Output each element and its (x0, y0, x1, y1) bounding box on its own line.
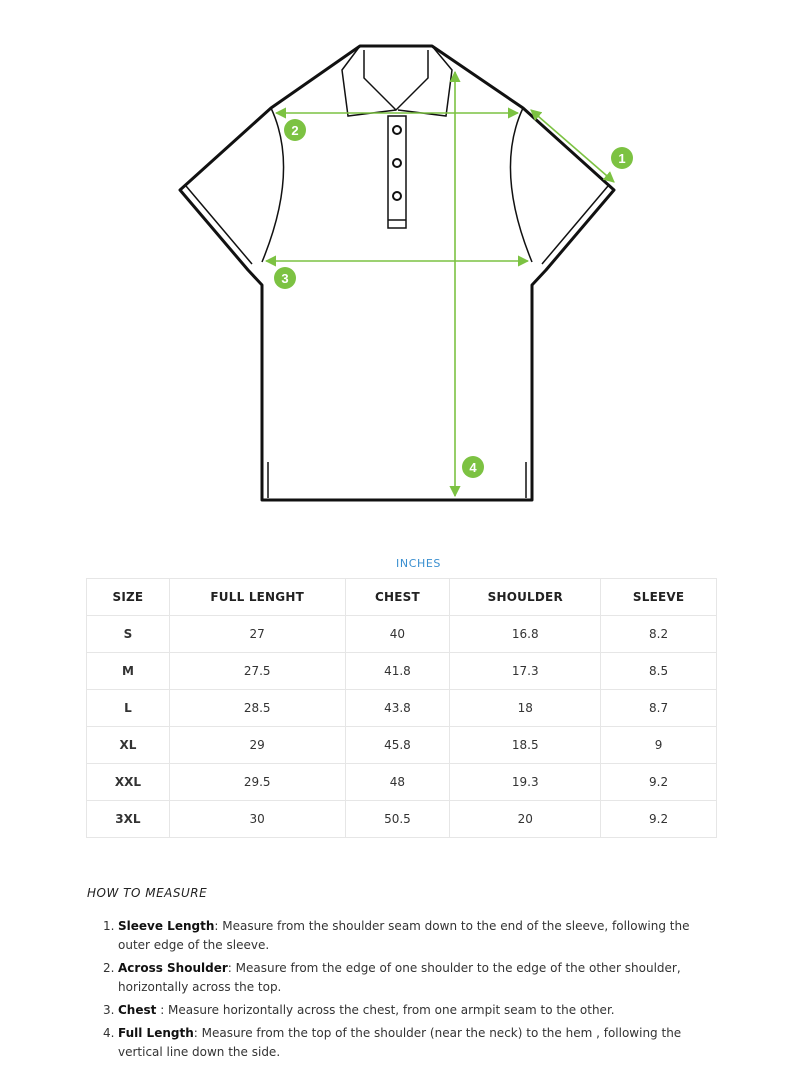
size-cell: XXL (87, 764, 170, 801)
item-term: Full Length (118, 1026, 194, 1040)
table-row (87, 727, 717, 764)
item-sep: : (193, 1026, 202, 1040)
item-text: Measure from the top of the shoulder (near the neck) to the hem , following the vertical line down the side. (118, 1026, 682, 1059)
instruction-item-shoulder (103, 959, 718, 997)
shoulder-cell: 18 (450, 690, 601, 727)
table-row (87, 764, 717, 801)
item-sep: : (214, 919, 223, 933)
marker-4 (462, 456, 484, 478)
item-term: Chest (118, 1003, 157, 1017)
item-text: Measure from the edge of one shoulder to the edge of the other shoulder, horizontally across the top. (118, 961, 681, 994)
header-full-length: FULL LENGHT (169, 579, 345, 616)
full-length-cell: 27.5 (169, 653, 345, 690)
full-length-cell: 27 (169, 616, 345, 653)
units-label: INCHES (396, 557, 441, 570)
chest-cell: 50.5 (345, 801, 450, 838)
size-cell: M (87, 653, 170, 690)
table-row (87, 801, 717, 838)
chest-cell: 43.8 (345, 690, 450, 727)
svg-text:1: 1 (618, 151, 626, 166)
header-shoulder: SHOULDER (450, 579, 601, 616)
instruction-item-length (103, 1024, 718, 1062)
item-term: Sleeve Length (118, 919, 215, 933)
header-sleeve: SLEEVE (601, 579, 717, 616)
svg-text:4: 4 (469, 460, 477, 475)
svg-text:2: 2 (291, 123, 299, 138)
shirt-outline (180, 46, 614, 500)
marker-3 (274, 267, 296, 289)
chest-cell: 48 (345, 764, 450, 801)
sleeve-cell: 9 (601, 727, 717, 764)
header-chest: CHEST (345, 579, 450, 616)
size-cell: S (87, 616, 170, 653)
shirt-measurement-diagram (0, 0, 800, 520)
sleeve-cell: 8.5 (601, 653, 717, 690)
chest-cell: 45.8 (345, 727, 450, 764)
item-number: 3. (103, 1003, 115, 1017)
item-number: 4. (103, 1026, 115, 1040)
full-length-cell: 29.5 (169, 764, 345, 801)
shoulder-cell: 17.3 (450, 653, 601, 690)
marker-2 (284, 119, 306, 141)
size-chart-table (86, 578, 717, 838)
item-text: Measure horizontally across the chest, from one armpit seam to the other. (168, 1003, 615, 1017)
sleeve-cell: 9.2 (601, 801, 717, 838)
polo-shirt-illustration (0, 0, 800, 520)
item-sep: : (156, 1003, 169, 1017)
shoulder-cell: 18.5 (450, 727, 601, 764)
svg-text:3: 3 (281, 271, 289, 286)
chest-cell: 41.8 (345, 653, 450, 690)
measure-instructions (103, 917, 718, 1066)
table-row (87, 616, 717, 653)
full-length-cell: 28.5 (169, 690, 345, 727)
item-sep: : (227, 961, 236, 975)
size-cell: 3XL (87, 801, 170, 838)
item-number: 1. (103, 919, 115, 933)
sleeve-cell: 8.2 (601, 616, 717, 653)
item-term: Across Shoulder (118, 961, 228, 975)
full-length-cell: 30 (169, 801, 345, 838)
sleeve-cell: 9.2 (601, 764, 717, 801)
chest-cell: 40 (345, 616, 450, 653)
header-size: SIZE (87, 579, 170, 616)
size-cell: L (87, 690, 170, 727)
instruction-item-sleeve (103, 917, 718, 955)
marker-1 (611, 147, 633, 169)
item-text: Measure from the shoulder seam down to the end of the sleeve, following the outer edge of the sleeve. (118, 919, 690, 952)
table-row (87, 653, 717, 690)
sleeve-cell: 8.7 (601, 690, 717, 727)
instruction-item-chest (103, 1001, 718, 1020)
table-header-row (87, 579, 717, 616)
item-number: 2. (103, 961, 115, 975)
full-length-cell: 29 (169, 727, 345, 764)
shoulder-cell: 16.8 (450, 616, 601, 653)
how-to-measure-title: HOW TO MEASURE (87, 886, 208, 900)
size-cell: XL (87, 727, 170, 764)
table-row (87, 690, 717, 727)
shoulder-cell: 20 (450, 801, 601, 838)
shoulder-cell: 19.3 (450, 764, 601, 801)
